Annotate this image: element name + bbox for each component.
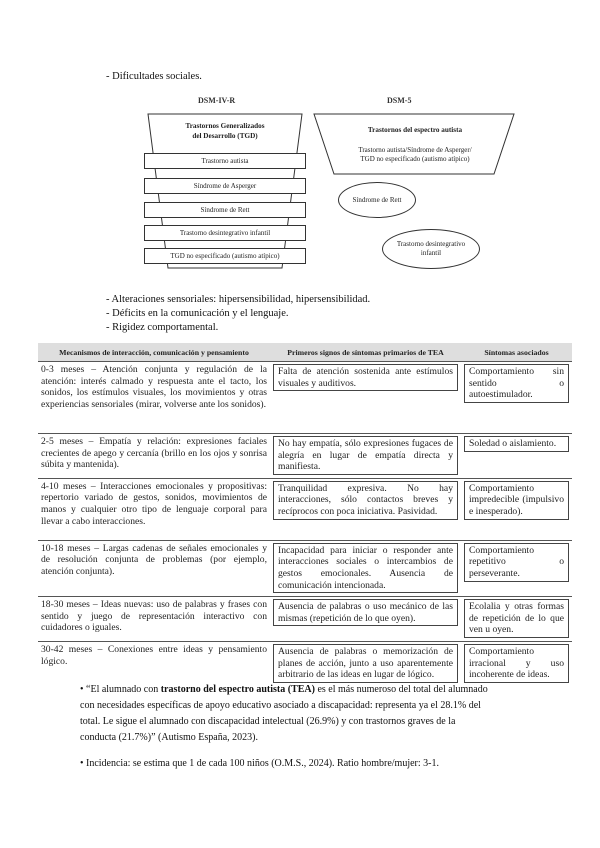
table-row <box>38 478 572 540</box>
table-row <box>38 434 572 479</box>
table-cell: 18-30 meses – Ideas nuevas: uso de palabras y frases con sentido y juego de representación interactivo con cuidadores o iguales. <box>38 597 270 642</box>
bullet-communication: - Déficits en la comunicación y el lenguaje. <box>106 308 289 319</box>
tdi-line2: infantil <box>420 249 442 257</box>
table-cell: 10-18 meses – Largas cadenas de señales emocionales y de resolución conjunta de problemas (por ejemplo, atención conjunta). <box>38 540 270 596</box>
cell-box: Incapacidad para iniciar o responder ante interacciones sociales o intercambios de gestos emocionales. Ausencia de comunicación intencionada. <box>273 543 458 593</box>
table-cell: 4-10 meses – Interacciones emocionales y propositivas: repertorio variado de gestos, sonidos, movimientos de manos y cualquier otro tipo de lenguaje corporal para llevar a cabo interacciones. <box>38 478 270 540</box>
table-cell <box>270 540 461 596</box>
ellipse-trastorno-desintegrativo <box>382 229 480 269</box>
table-cell <box>461 597 572 642</box>
cell-box: Tranquilidad expresiva. No hay interacciones, sólo contactos breves y recíprocos con poca iniciativa. Pasividad. <box>273 481 458 520</box>
quote-paragraph <box>80 682 550 746</box>
cell-box: Ecolalia y otras formas de repetición de lo que ven u oyen. <box>464 599 569 638</box>
table-cell <box>270 362 461 434</box>
header-mechanisms: Mecanismos de interacción, comunicación y pensamiento <box>38 343 270 362</box>
table-cell: 30-42 meses – Conexiones entre ideas y pensamiento lógico. <box>41 643 267 667</box>
cell-box: Comportamiento repetitivo o perseverante. <box>464 543 569 582</box>
table-cell: 0-3 meses – Atención conjunta y regulación de la atención: interés calmado y respuesta ante el tacto, los sonidos, los estímulos visuales, los movimientos y otras experiencias sensoriales (mirar, volverse ante los sonidos). <box>38 362 270 434</box>
quote-bullet: • <box>80 684 84 695</box>
header-first-signs: Primeros signos de síntomas primarios de TEA <box>270 343 461 362</box>
cell-box: Soledad o aislamiento. <box>464 436 569 452</box>
quote-line1 <box>80 682 550 698</box>
quote-line4: conducta (21.7%)” (Autismo España, 2023). <box>80 732 259 743</box>
box-trastorno-autista: Trastorno autista <box>144 153 306 169</box>
cell-box: No hay empatía, sólo expresiones fugaces de alegría en lugar de empatía directa y manifiesta. <box>273 436 458 475</box>
table-row <box>38 362 572 434</box>
dsm-diagram <box>100 96 520 276</box>
box-sindrome-rett: Síndrome de Rett <box>144 202 306 218</box>
table-cell: 2-5 meses – Empatía y relación: expresiones faciales crecientes de apego y cercanía (brillo en los ojos y sonrisa súbita y mantenida). <box>38 434 270 479</box>
table-cell <box>270 478 461 540</box>
dsm-iv-r-title: DSM-IV-R <box>198 96 236 105</box>
table-row <box>38 540 572 596</box>
tgd-caption-line2: del Desarrollo (TGD) <box>192 132 258 140</box>
header-associated-symptoms: Síntomas asociados <box>461 343 572 362</box>
quote-part2: es el más numeroso del total del alumnado <box>314 684 488 695</box>
tea-caption: Trastornos del espectro autista <box>367 126 463 134</box>
cell-box: Comportamiento sin sentido o autoestimulador. <box>464 364 569 403</box>
quote-line3: total. Le sigue el alumnado con discapacidad intelectual (26.9%) y con trastornos graves de la <box>80 716 456 727</box>
tea-sub-line2: TGD no especificado (autismo atípico) <box>360 155 470 163</box>
tdi-line1: Trastorno desintegrativo <box>396 240 466 248</box>
table-header-row <box>38 343 572 362</box>
cell-box: Comportamiento irracional y uso incoherente de ideas. <box>464 644 569 683</box>
tea-signs-table <box>38 343 572 693</box>
tea-trapezoid-shape <box>300 110 518 180</box>
ellipse-sindrome-rett: Síndrome de Rett <box>338 182 416 218</box>
dsm-5-title: DSM-5 <box>387 96 412 105</box>
cell-box: Falta de atención sostenida ante estímulos visuales y auditivos. <box>273 364 458 391</box>
table-row <box>38 597 572 642</box>
cell-box: Ausencia de palabras o memorización de planes de acción, junto a uso aparentemente arbitrario de las ideas en lugar de lógico. <box>273 644 458 683</box>
bullet-social-difficulties: - Dificultades sociales. <box>106 71 202 82</box>
box-tgd-no-especificado: TGD no especificado (autismo atípico) <box>144 248 306 264</box>
quote-line2: con necesidades específicas de apoyo educativo asociado a discapacidad: representa ya el 28.1% del <box>80 700 481 711</box>
table-cell <box>270 597 461 642</box>
table-cell <box>461 540 572 596</box>
cell-box: Comportamiento impredecible (impulsivo e inesperado). <box>464 481 569 520</box>
bullet-sensory: - Alteraciones sensoriales: hipersensibilidad, hipersensibilidad. <box>106 294 371 305</box>
box-sindrome-asperger: Síndrome de Asperger <box>144 178 306 194</box>
bullet-rigidity: - Rigidez comportamental. <box>106 322 219 333</box>
incidence-line: • Incidencia: se estima que 1 de cada 100 niños (O.M.S., 2024). Ratio hombre/mujer: 3-1. <box>80 758 439 769</box>
box-trastorno-desintegrativo: Trastorno desintegrativo infantil <box>144 225 306 241</box>
table-cell <box>461 478 572 540</box>
table-cell <box>461 434 572 479</box>
quote-bold: trastorno del espectro autista (TEA) <box>160 684 315 695</box>
cell-box: Ausencia de palabras o uso mecánico de las mismas (repetición de lo que oyen). <box>273 599 458 626</box>
tea-sub-line1: Trastorno autista/Síndrome de Asperger/ <box>358 146 472 154</box>
table-cell <box>270 434 461 479</box>
quote-part1: “El alumnado con <box>86 684 161 695</box>
table-cell <box>461 362 572 434</box>
tgd-caption-line1: Trastornos Generalizados <box>185 122 265 130</box>
